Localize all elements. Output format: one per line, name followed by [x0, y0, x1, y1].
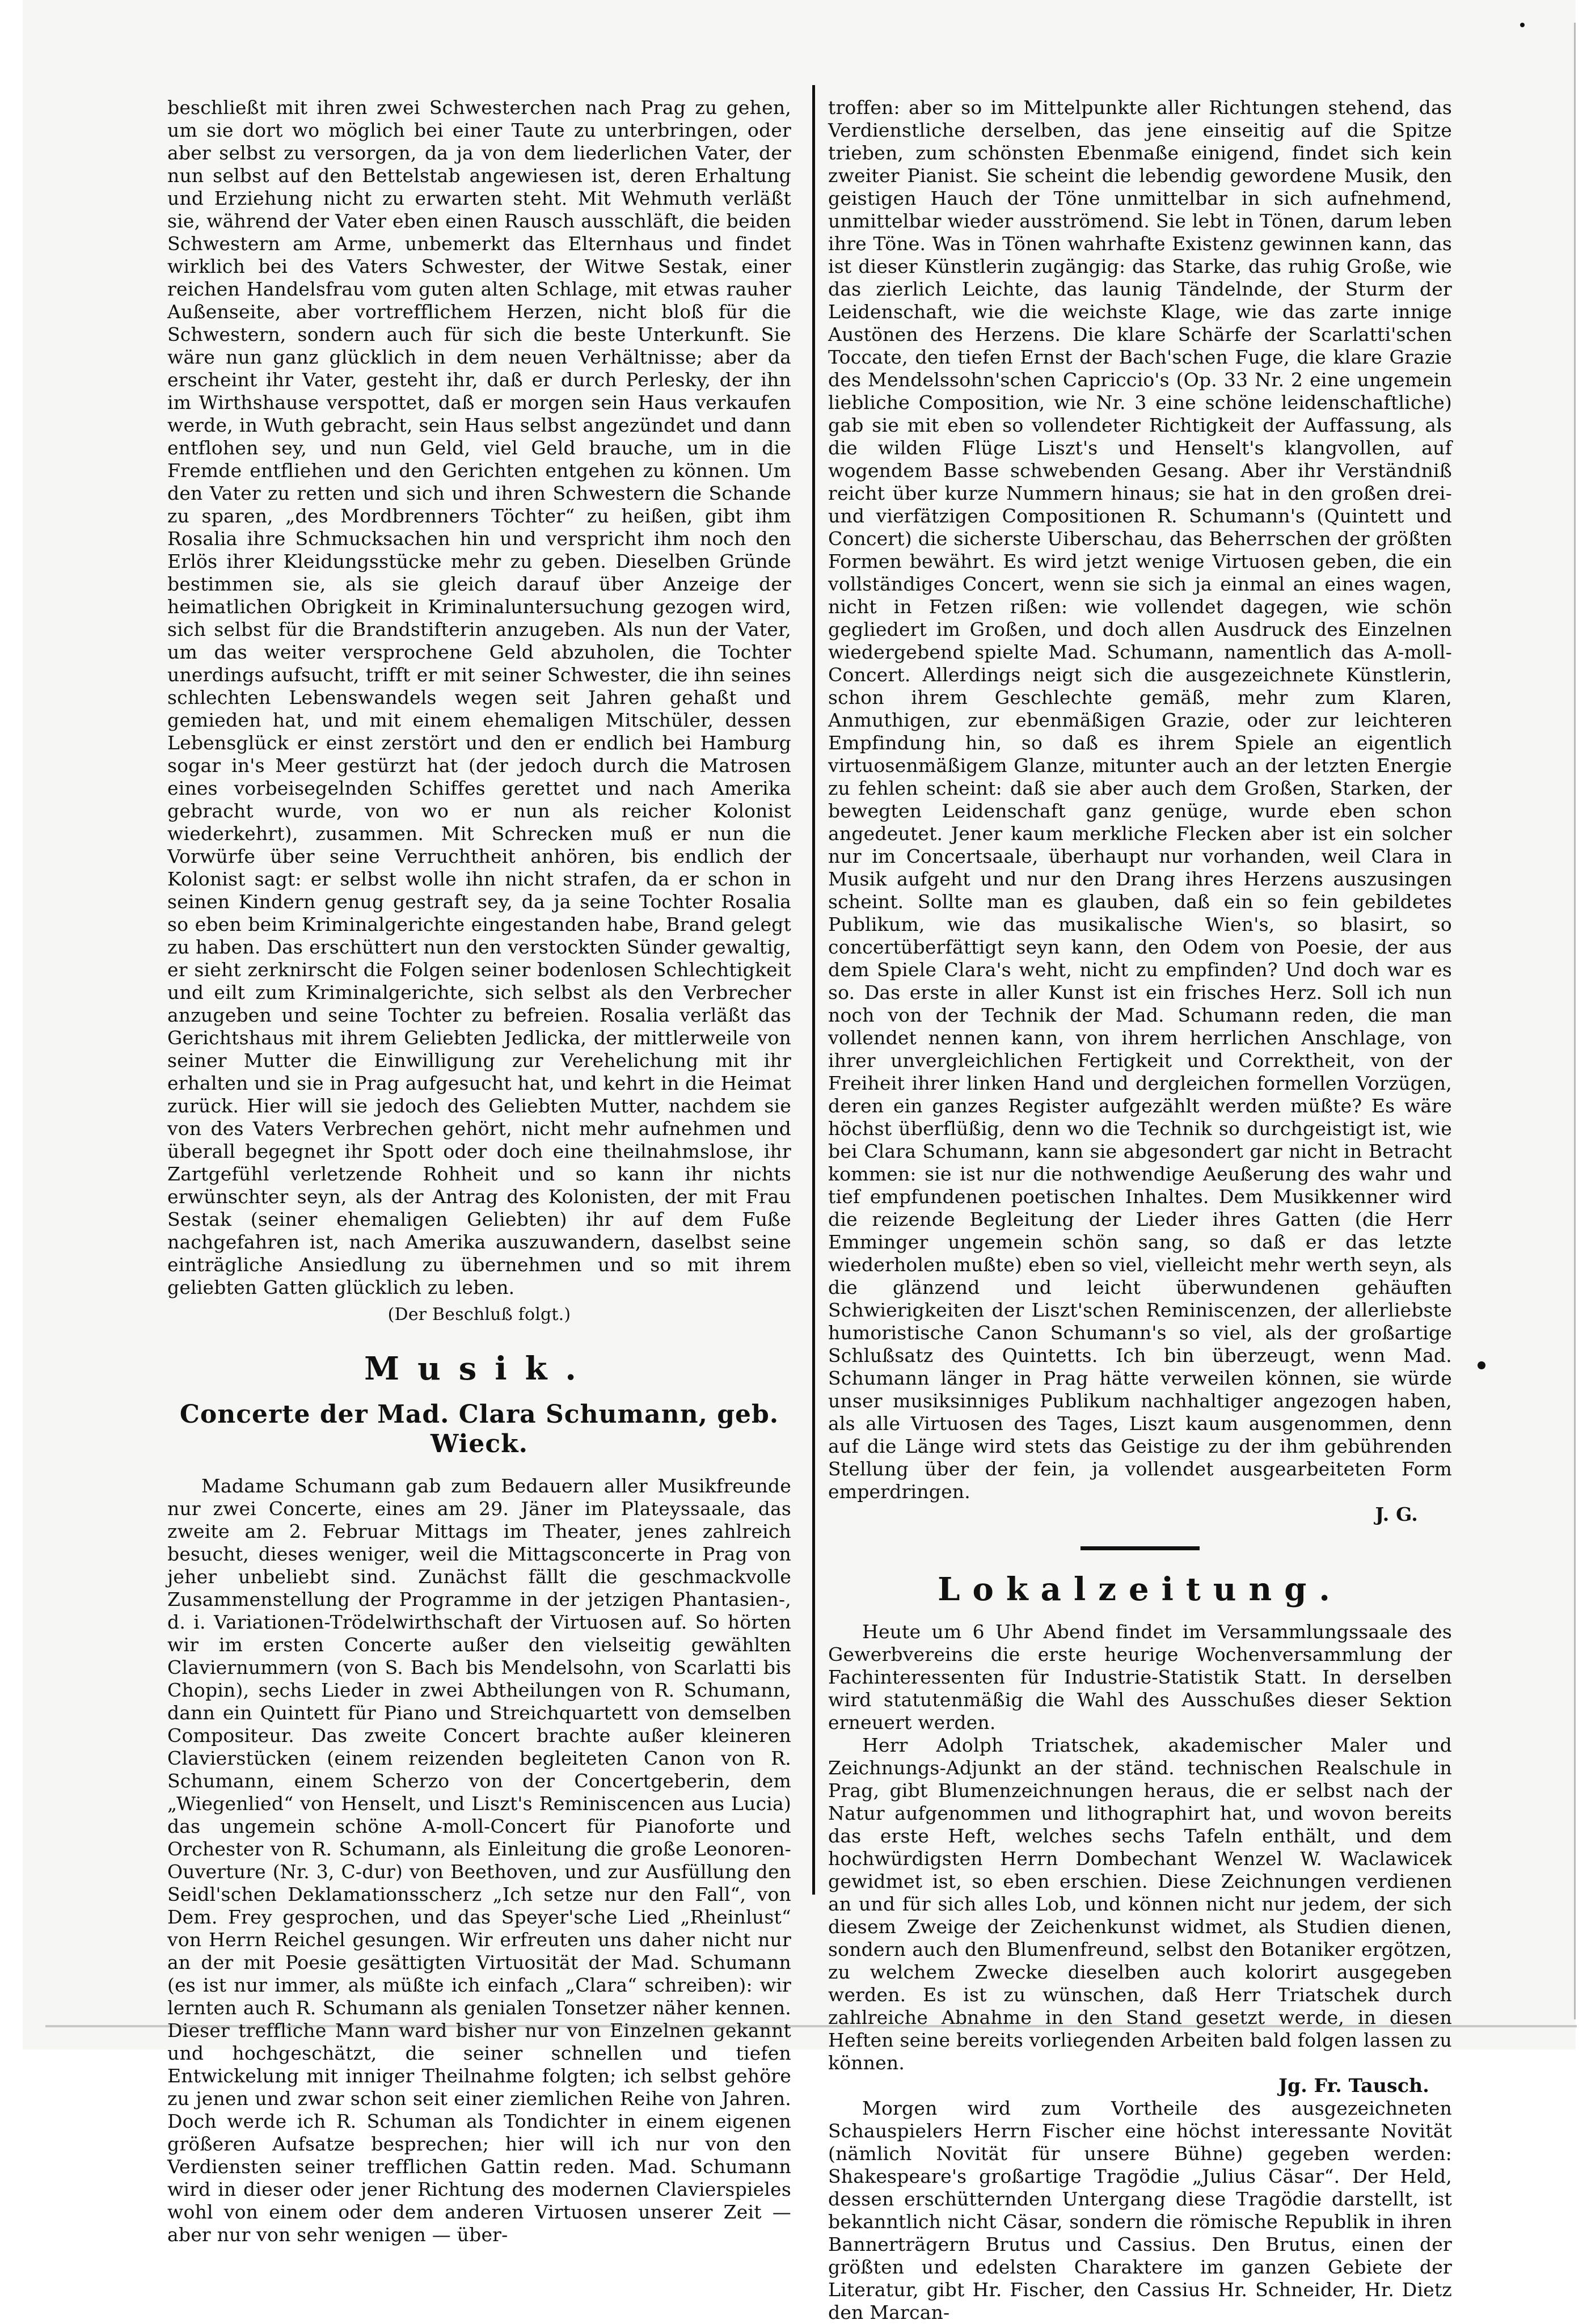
article-title: Concerte der Mad. Clara Schumann, geb. Wieck. [179, 1400, 779, 1458]
music-article-continuation: troffen: aber so im Mittelpunkte aller Richtungen stehend, das Verdienstliche derselben, das jene einseitig auf die Spitze trieben, zum schönsten Ebenmaße einigend, findet sich kein zweiter Pianist. Sie scheint die lebendig gewordene Musik, den geistigen Hauch der Töne unmittelbar in sich aufnehmend, unmittelbar wieder ausströmend. Sie lebt in Tönen, darum leben ihre Töne. Was in Tönen wahrhafte Existenz gewinnen kann, das ist dieser Künstlerin zugängig: das Starke, das ruhig Große, wie das zierlich Leichte, das launig Tändelnde, der Sturm der Leidenschaft, wie die weichste Klage, wie das zarte innige Austönen des Herzens. Die klare Schärfe der Scarlatti'schen Toccate, den tiefen Ernst der Bach'schen Fuge, die klare Grazie des Mendelssohn'schen Capriccio's (Op. 33 Nr. 2 eine ungemein liebliche Composition, wie Nr. 3 eine schöne leidenschaftliche) gab sie mit eben so vollendeter Richtigkeit der Auffassung, als die wilden Flüge Liszt's und Henselt's klangvollen, auf wogendem Basse schwebenden Gesang. Aber ihr Verständniß reicht über kurze Nummern hinaus; sie hat in den großen drei- und vierfätzigen Compositionen R. Schumann's (Quintett und Concert) die sicherste Uiberschau, das Beherrschen der größten Formen bewährt. Es wird jetzt wenige Virtuosen geben, die ein vollständiges Concert, wenn sie sich ja einmal an eines wagen, nicht in Fetzen rißen: wie vollendet dagegen, wie schön gegliedert im Großen, und doch allen Ausdruck des Einzelnen wiedergebend spielte Mad. Schumann, namentlich das A-moll-Concert. Allerdings neigt sich die ausgezeichnete Künstlerin, schon ihrem Geschlechte gemäß, mehr zum Klaren, Anmuthigen, zur ebenmäßigen Grazie, oder zur leichteren Empfindung hin, so daß es ihrem Spiele an eigentlich virtuosenmäßigem Glanze, mitunter auch an der letzten Energie zu fehlen scheint: daß sie aber auch dem Großen, Starken, der bewegten Leidenschaft ganz genüge, wurde eben schon angedeutet. Jener kaum merkliche Flecken aber ist ein solcher nur im Concertsaale, überhaupt nur vorhanden, weil Clara in Musik aufgeht und nur den Drang ihres Herzens auszusingen scheint. Sollte man es glauben, daß ein so fein gebildetes Publikum, wie das musikalische Wien's, so blasirt, so concertüberfättigt seyn kann, den Odem von Poesie, der aus dem Spiele Clara's weht, nicht zu empfinden? Und doch war es so. Das erste in aller Kunst ist ein frisches Herz. Soll ich nun noch von der Technik der Mad. Schumann reden, die man vollendet nennen kann, von ihrem herrlichen Anschlage, von ihrer unvergleichlichen Fertigkeit und Correktheit, von der Freiheit ihrer linken Hand und dergleichen formellen Vorzügen, deren ein ganzes Register aufgezählt werden müßte? Es wäre höchst überflüßig, denn wo die Technik so durchgeistigt ist, wie bei Clara Schumann, kann sie abgesondert gar nicht in Betracht kommen: sie ist nur die nothwendige Aeußerung des wahr und tief empfundenen poetischen Inhaltes. Dem Musikkenner wird die reizende Begleitung der Lieder ihres Gatten (die Herr Emminger ungemein schön sang, so daß er das letzte wiederholen mußte) eben so viel, vielleicht mehr werth seyn, als die glänzend und leicht überwundenen gehäuften Schwierigkeiten der Liszt'schen Reminiscenzen, der allerliebste humoristische Canon Schumann's so viel, als der großartige Schlußsatz des Quintetts. Ich bin überzeugt, wenn Mad. Schumann länger in Prag hätte verweilen können, sie würde unser musiksinniges Publikum nachhaltiger angezogen haben, als alle Virtuosen des Tages, Liszt kaum ausgenommen, denn auf die Länge wird stets das Geistige zu der ihm gebührenden Stellung über der fein, ja vollendet ausgearbeiteten Form emperdringen. [828, 96, 1452, 1503]
page-edge-right [1574, 23, 1576, 2019]
local-news-item: Herr Adolph Triatschek, akademischer Maler und Zeichnungs-Adjunkt an der ständ. technischen Realschule in Prag, gibt Blumenzeichnungen heraus, die er selbst nach der Natur aufgenommen und lithographirt hat, und wovon bereits das erste Heft, welches sechs Tafeln enthält, und dem hochwürdigsten Herrn Dombechant Wenzel W. Waclawicek gewidmet ist, so eben erschien. Diese Zeichnungen verdienen an und für sich alles Lob, und können nicht nur jedem, der sich diesem Zweige der Zeichenkunst widmet, als Studien dienen, sondern auch den Blumenfreund, selbst den Botaniker ergötzen, zu welchem Zwecke dieselben auch kolorirt ausgegeben werden. Es ist zu wünschen, daß Herr Triatschek durch zahlreiche Abnahme in den Stand gesetzt werde, in diesen Heften seine bereits vorliegenden Arbeiten bald folgen lassen zu können. [828, 1734, 1452, 2074]
newspaper-page [23, 0, 1576, 2323]
section-separator-rule [1080, 1546, 1200, 1550]
continued-note: (Der Beschluß folgt.) [387, 1305, 571, 1325]
local-news-item: Morgen wird zum Vortheile des ausgezeichneten Schauspielers Herrn Fischer eine höchst interessante Novität (nämlich Novität für unsere Bühne) gegeben werden: Shakespeare's großartige Tragödie „Julius Cäsar“. Der Held, dessen erschütternden Untergang diese Tragödie darstellt, ist bekanntlich nicht Cäsar, sondern die römische Republik in ihren Bannerträgern Brutus und Cassius. Den Brutus, einen der größten und edelsten Charaktere im ganzen Gebiete der Literatur, gibt Hr. Fischer, den Cassius Hr. Schneider, Hr. Dietz den Marcan- [828, 2097, 1452, 2323]
local-news-item: Heute um 6 Uhr Abend findet im Versammlungssaale des Gewerbvereins die erste heurige Wochenversammlung der Fachinteressenten für Industrie-Statistik Statt. In derselben wird statutenmäßig die Wahl des Ausschußes dieser Sektion erneuert werden. [828, 1621, 1452, 1733]
column-divider [812, 85, 815, 1895]
ink-speck [1478, 1361, 1485, 1369]
right-column [828, 96, 1452, 2324]
music-article-signature: J. G. [1375, 1503, 1418, 1525]
feuilleton-continuation: beschließt mit ihren zwei Schwesterchen nach Prag zu gehen, um sie dort wo möglich bei einer Taute zu unterbringen, oder aber selbst zu versorgen, da ja von dem liederlichen Vater, der nun selbst auf den Bettelstab angewiesen ist, deren Erhaltung und Erziehung nicht zu erwarten steht. Mit Wehmuth verläßt sie, während der Vater eben einen Rausch ausschläft, die beiden Schwestern am Arme, unbemerkt das Elternhaus und findet wirklich bei des Vaters Schwester, der Witwe Sestak, einer reichen Handelsfrau vom guten alten Schlage, mit etwas rauher Außenseite, aber vortrefflichem Herzen, nicht bloß für die Schwestern, sondern auch für sich die beste Unterkunft. Sie wäre nun ganz glücklich in dem neuen Verhältnisse; aber da erscheint ihr Vater, gesteht ihr, daß er durch Perlesky, der ihn im Wirthshause verspottet, daß er morgen sein Haus verkaufen werde, in Wuth gebracht, sein Haus selbst angezündet und dann entflohen sey, und nun Geld, viel Geld brauche, um in die Fremde entfliehen und den Gerichten entgehen zu können. Um den Vater zu retten und sich und ihren Schwestern die Schande zu sparen, „des Mordbrenners Töchter“ zu heißen, gibt ihm Rosalia ihre Schmucksachen hin und verspricht ihm noch den Erlös ihrer Kleidungsstücke mehr zu geben. Dieselben Gründe bestimmen sie, als sie gleich darauf über Anzeige der heimatlichen Obrigkeit in Kriminaluntersuchung gezogen wird, sich selbst für die Brandstifterin anzugeben. Als nun der Vater, um das weiter versprochene Geld abzuholen, die Tochter unerdings aufsucht, trifft er mit seiner Schwester, die ihn seines schlechten Lebenswandels wegen seit Jahren gehaßt und gemieden hat, und mit einem ehemaligen Mitschüler, dessen Lebensglück er einst zerstört und den er endlich bei Hamburg sogar in's Meer gestürzt hat (der jedoch durch die Matrosen eines vorbeisegelnden Schiffes gerettet und nach Amerika gebracht wurde, von wo er nun als reicher Kolonist wiederkehrt), zusammen. Mit Schrecken muß er nun die Vorwürfe über seine Verruchtheit anhören, bis endlich der Kolonist sagt: er selbst wolle ihn nicht strafen, da er schon in seinen Kindern genug gestraft sey, da ja seine Tochter Rosalia so eben beim Kriminalgerichte eingestanden habe, Brand gelegt zu haben. Das erschüttert nun den verstockten Sünder gewaltig, er sieht zerknirscht die Folgen seiner bodenlosen Schlechtigkeit und eilt zum Kriminalgerichte, sich selbst als den Verbrecher anzugeben und seine Tochter zu befreien. Rosalia verläßt das Gerichtshaus mit ihrem Geliebten Jedlicka, der mittlerweile von seiner Mutter die Einwilligung zur Verehelichung mit ihr erhalten und sie in Prag aufgesucht hat, und kehrt in die Heimat zurück. Hier will sie jedoch des Geliebten Mutter, nachdem sie von des Vaters Verbrechen gehört, nicht mehr aufnehmen und überall begegnet ihr Spott oder doch eine theilnahmslose, ihr Zartgefühl verletzende Rohheit und so kann ihr nichts erwünschter seyn, als der Antrag des Kolonisten, der mit Frau Sestak (seiner ehemaligen Geliebten) ihr auf dem Fuße nachgefahren ist, nach Amerika auszuwandern, daselbst seine einträgliche Ansiedlung zu übernehmen und so mit ihrem geliebten Gatten glücklich zu leben. [167, 96, 791, 1298]
local-news-signature: Jg. Fr. Tausch. [1278, 2074, 1429, 2097]
ink-speck [1520, 23, 1525, 27]
section-heading-lokalzeitung: Lokalzeitung. [938, 1571, 1343, 1608]
left-column [167, 96, 791, 2246]
article-body: Madame Schumann gab zum Bedauern aller Musikfreunde nur zwei Concerte, eines am 29. Jäner im Plateyssaale, das zweite am 2. Februar Mittags im Theater, jenes zahlreich besucht, dieses weniger, weil die Mittagsconcerte in Prag von jeher unbeliebt sind. Zunächst fällt die geschmackvolle Zusammenstellung der Programme in der jetzigen Phantasien-, d. i. Variationen-Trödelwirthschaft der Virtuosen auf. So hörten wir im ersten Concerte außer den vielseitig gewählten Claviernummern (von S. Bach bis Mendelsohn, von Scarlatti bis Chopin), sechs Lieder in zwei Abtheilungen von R. Schumann, dann ein Quintett für Piano und Streichquartett von demselben Compositeur. Das zweite Concert brachte außer kleineren Clavierstücken (einem reizenden begleiteten Canon von R. Schumann, einem Scherzo von der Concertgeberin, dem „Wiegenlied“ von Henselt, und Liszt's Reminiscencen aus Lucia) das ungemein schöne A-moll-Concert für Pianoforte und Orchester von R. Schumann, als Einleitung die große Leonoren-Ouverture (Nr. 3, C-dur) von Beethoven, und zur Ausfüllung den Seidl'schen Deklamationsscherz „Ich setze nur den Fall“, von Dem. Frey gesprochen, und das Speyer'sche Lied „Rheinlust“ von Herrn Reichel gesungen. Wir erfreuten uns daher nicht nur an der mit Poesie gesättigten Virtuosität der Mad. Schumann (es ist nur immer, als müßte ich einfach „Clara“ schreiben): wir lernten auch R. Schumann als genialen Tonsetzer näher kennen. Dieser treffliche Mann ward bisher nur von Einzelnen gekannt und hochgeschätzt, die seiner schnellen und tiefen Entwickelung mit inniger Theilnahme folgten; ich selbst gehöre zu jenen und zwar schon seit einer ziemlichen Reihe von Jahren. Doch werde ich R. Schuman als Tondichter in einem eigenen größeren Aufsatze besprechen; hier will ich nur von den Verdiensten seiner trefflichen Gattin reden. Mad. Schumann wird in dieser oder jener Richtung des modernen Clavierspieles wohl von einem oder dem anderen Virtuosen unserer Zeit — aber nur von sehr wenigen — über- [167, 1475, 791, 2246]
section-heading-musik: Musik. [364, 1350, 594, 1387]
